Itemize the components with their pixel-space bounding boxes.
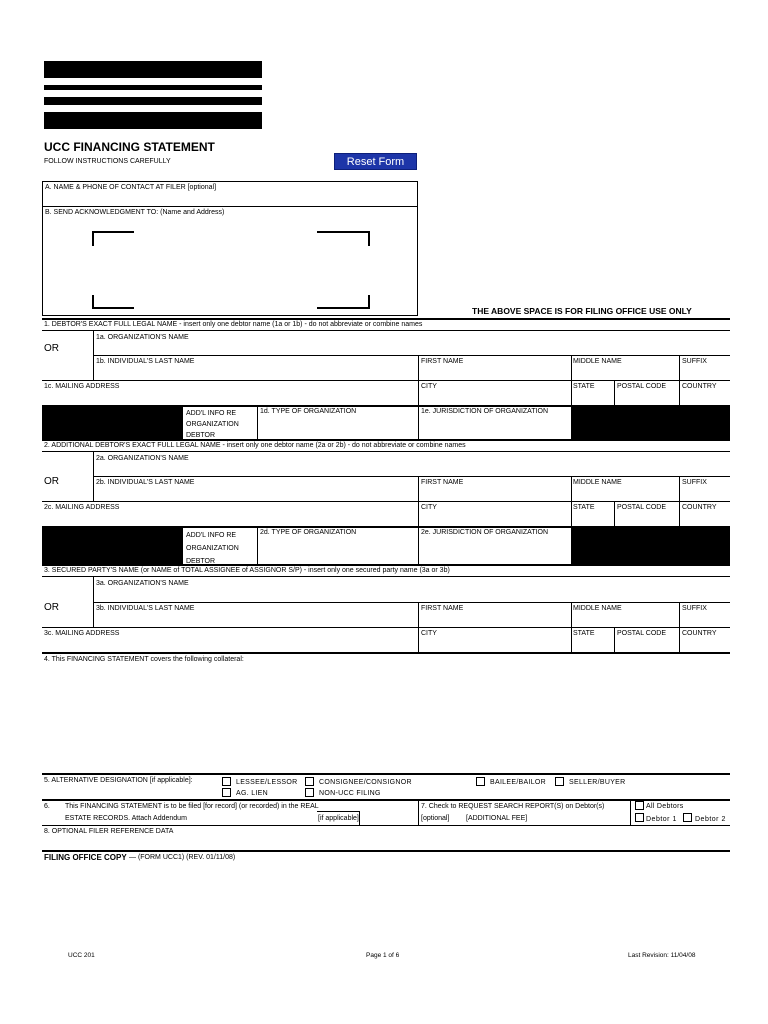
reference-input[interactable] [43,837,730,849]
addl-debtor-country-input[interactable] [680,513,730,525]
debtor-heading: 1. DEBTOR'S EXACT FULL LEGAL NAME - insert only one debtor name (1a or 1b) - do not abbreviate or combine names [44,321,423,328]
divider [418,800,419,825]
bracket-bottom-left [92,295,134,309]
addl-info-label [186,529,239,568]
addl-info-label [186,408,239,441]
addl-debtor-last-name-input[interactable] [94,488,417,500]
section-8-top-rule [42,825,730,826]
debtor-first-name-input[interactable] [419,367,570,379]
debtor-2-label: Debtor 2 [695,816,726,823]
section-6-top-rule [42,799,730,801]
debtor-1-checkbox[interactable] [635,813,644,822]
debtor-jurisdiction-label: 1e. JURISDICTION OF ORGANIZATION [421,408,549,415]
divider [182,527,183,565]
secured-postal-label: POSTAL CODE [617,630,667,637]
addl-debtor-last-name-label: 2b. INDIVIDUAL'S LAST NAME [96,479,195,486]
secured-suffix-label: SUFFIX [682,605,707,612]
debtor-state-label: STATE [573,383,595,390]
debtor-2-checkbox[interactable] [683,813,692,822]
debtor-last-name-input[interactable] [94,367,417,379]
search-optional: [optional] [421,815,450,822]
divider [93,602,730,603]
or-label: OR [44,343,59,354]
bailee-label: BAILEE/BAILOR [490,779,547,786]
filing-office-note: THE ABOVE SPACE IS FOR FILING OFFICE USE ONLY [472,306,692,316]
secured-first-name-label: FIRST NAME [421,605,464,612]
addl-debtor-mailing-input[interactable] [43,513,417,525]
header-bar-2 [44,85,262,90]
real-estate-line-2: ESTATE RECORDS. Attach Addendum [65,815,187,822]
addl-info-line-1: ADD'L INFO RE [186,410,237,417]
debtor-mailing-input[interactable] [43,392,417,404]
contact-label: A. NAME & PHONE OF CONTACT AT FILER [optional] [45,184,217,191]
debtor-jurisdiction-input[interactable] [419,418,570,438]
divider [630,800,631,825]
all-debtors-checkbox[interactable] [635,801,644,810]
addl-debtor-middle-name-label: MIDDLE NAME [573,479,622,486]
divider [42,627,730,628]
secured-mailing-input[interactable] [43,639,417,651]
debtor-state-input[interactable] [572,392,613,404]
debtor-last-name-label: 1b. INDIVIDUAL'S LAST NAME [96,358,195,365]
secured-party-heading: 3. SECURED PARTY'S NAME (or NAME of TOTAL ASSIGNEE of ASSIGNOR S/P) - insert only one secured party name (3a or 3b) [44,567,450,574]
addl-info-line-1: ADD'L INFO RE [186,532,237,539]
addl-debtor-country-label: COUNTRY [682,504,717,511]
secured-first-name-input[interactable] [419,614,570,626]
addl-debtor-first-name-input[interactable] [419,488,570,500]
form-subtitle: FOLLOW INSTRUCTIONS CAREFULLY [44,158,171,165]
bailee-checkbox[interactable] [476,777,485,786]
debtor-country-input[interactable] [680,392,730,404]
non-ucc-checkbox[interactable] [305,788,314,797]
lessee-checkbox[interactable] [222,777,231,786]
search-fee: [ADDITIONAL FEE] [466,815,528,822]
debtor-postal-label: POSTAL CODE [617,383,667,390]
bracket-top-left [92,231,134,246]
debtor-suffix-label: SUFFIX [682,358,707,365]
addl-debtor-first-name-label: FIRST NAME [421,479,464,486]
debtor-org-name-label: 1a. ORGANIZATION'S NAME [96,334,189,341]
additional-debtor-heading: 2. ADDITIONAL DEBTOR'S EXACT FULL LEGAL NAME - insert only one debtor name (2a or 2b) - do not abbreviate or combine names [44,442,466,449]
non-ucc-label: NON-UCC FILING [319,790,381,797]
divider [42,451,730,452]
debtor-middle-name-label: MIDDLE NAME [573,358,622,365]
real-estate-if-applicable: [if applicable] [318,815,359,822]
debtor-city-label: CITY [421,383,437,390]
secured-city-label: CITY [421,630,437,637]
divider [42,380,730,381]
form-id: UCC 201 [68,952,95,959]
divider [317,811,360,812]
redacted-block [571,406,730,440]
secured-country-label: COUNTRY [682,630,717,637]
header-bar-4 [44,112,262,129]
divider [42,330,730,331]
debtor-org-type-label: 1d. TYPE OF ORGANIZATION [260,408,357,415]
section-1-top-rule [42,318,730,320]
addl-debtor-middle-name-input[interactable] [572,488,678,500]
addl-info-line-2: ORGANIZATION [186,545,239,552]
divider [42,576,730,577]
debtor-1-label: Debtor 1 [646,816,677,823]
debtor-suffix-input[interactable] [680,367,730,379]
collateral-heading: 4. This FINANCING STATEMENT covers the following collateral: [44,656,244,663]
last-revision: Last Revision: 11/04/08 [628,952,696,959]
divider [42,652,730,654]
redacted-block [571,527,730,565]
section-5-top-rule [42,773,730,775]
collateral-input[interactable] [43,666,730,770]
debtor-first-name-label: FIRST NAME [421,358,464,365]
addl-info-line-2: ORGANIZATION [186,421,239,428]
secured-org-name-input[interactable] [94,589,730,601]
filing-office-copy-label: FILING OFFICE COPY [44,853,127,862]
debtor-city-input[interactable] [419,392,570,404]
filing-office-copy-form: — (FORM UCC1) (REV. 01/11/08) [129,854,236,861]
ag-lien-label: AG. LIEN [236,790,268,797]
acknowledgment-label: B. SEND ACKNOWLEDGMENT TO: (Name and Address) [45,209,225,216]
secured-postal-input[interactable] [615,639,678,651]
contact-input[interactable] [43,193,417,205]
addl-debtor-state-label: STATE [573,504,595,511]
lessee-label: LESSEE/LESSOR [236,779,298,786]
addl-debtor-jurisdiction-input[interactable] [419,540,570,562]
secured-city-input[interactable] [419,639,570,651]
divider [359,811,360,825]
secured-middle-name-input[interactable] [572,614,678,626]
addl-debtor-postal-label: POSTAL CODE [617,504,667,511]
section-2-top-rule [42,439,730,441]
divider [42,850,730,852]
seller-label: SELLER/BUYER [569,779,626,786]
header-bar-3 [44,97,262,105]
debtor-org-name-input[interactable] [94,342,730,354]
addl-info-line-3: DEBTOR [186,432,216,439]
reset-form-button[interactable]: Reset Form [334,153,417,170]
addl-debtor-state-input[interactable] [572,513,613,525]
consignee-label: CONSIGNEE/CONSIGNOR [319,779,412,786]
addl-debtor-org-type-label: 2d. TYPE OF ORGANIZATION [260,529,357,536]
real-estate-number: 6. [44,803,50,810]
addl-debtor-suffix-label: SUFFIX [682,479,707,486]
addl-debtor-postal-input[interactable] [615,513,678,525]
bracket-bottom-right [317,295,370,309]
redacted-block [42,527,182,565]
designation-heading: 5. ALTERNATIVE DESIGNATION [if applicable]: [44,777,193,784]
seller-checkbox[interactable] [555,777,564,786]
addl-debtor-city-label: CITY [421,504,437,511]
ag-lien-checkbox[interactable] [222,788,231,797]
addl-debtor-mailing-label: 2c. MAILING ADDRESS [44,504,120,511]
debtor-country-label: COUNTRY [682,383,717,390]
divider [42,206,418,207]
or-label: OR [44,602,59,613]
secured-middle-name-label: MIDDLE NAME [573,605,622,612]
bracket-top-right [317,231,370,246]
secured-org-name-label: 3a. ORGANIZATION'S NAME [96,580,189,587]
addl-debtor-jurisdiction-label: 2e. JURISDICTION OF ORGANIZATION [421,529,549,536]
real-estate-line-1: This FINANCING STATEMENT is to be filed [for record] (or recorded) in the REAL [65,803,319,810]
addl-debtor-org-name-input[interactable] [94,463,730,475]
secured-state-input[interactable] [572,639,613,651]
debtor-postal-input[interactable] [615,392,678,404]
addl-debtor-suffix-input[interactable] [680,488,730,500]
redacted-block [42,406,182,440]
divider [182,406,183,440]
addl-debtor-city-input[interactable] [419,513,570,525]
addl-debtor-org-type-input[interactable] [258,540,417,562]
secured-last-name-input[interactable] [94,614,417,626]
secured-last-name-label: 3b. INDIVIDUAL'S LAST NAME [96,605,195,612]
reference-heading: 8. OPTIONAL FILER REFERENCE DATA [44,828,174,835]
secured-suffix-input[interactable] [680,614,730,626]
section-3-top-rule [42,564,730,566]
search-heading: 7. Check to REQUEST SEARCH REPORT(S) on Debtor(s) [421,803,605,810]
header-bar-1 [44,61,262,78]
form-title: UCC FINANCING STATEMENT [44,140,215,154]
or-label: OR [44,476,59,487]
consignee-checkbox[interactable] [305,777,314,786]
page-number: Page 1 of 6 [366,952,400,959]
secured-country-input[interactable] [680,639,730,651]
debtor-mailing-label: 1c. MAILING ADDRESS [44,383,120,390]
secured-state-label: STATE [573,630,595,637]
divider [93,476,730,477]
debtor-middle-name-input[interactable] [572,367,678,379]
secured-mailing-label: 3c. MAILING ADDRESS [44,630,120,637]
debtor-org-type-input[interactable] [258,418,417,438]
all-debtors-label: All Debtors [646,803,684,810]
addl-info-line-3: DEBTOR [186,558,216,565]
divider [42,501,730,502]
addl-debtor-org-name-label: 2a. ORGANIZATION'S NAME [96,455,189,462]
divider [93,355,730,356]
